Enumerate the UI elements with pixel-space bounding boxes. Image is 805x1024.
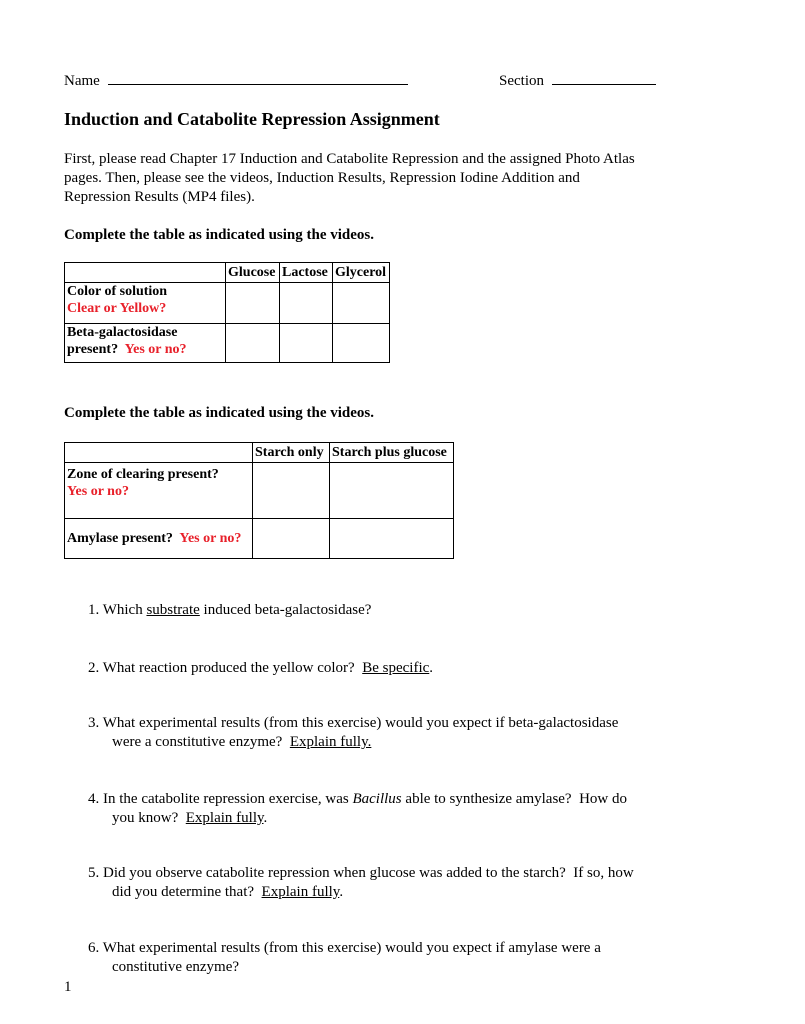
column-header: Glucose [226,263,280,283]
question-text: What experimental results (from this exercise) would you expect if amylase were a [102,940,601,956]
question-text: What reaction produced the yellow color? [102,660,363,676]
question-4 [88,790,627,828]
row-header [65,519,253,559]
question-text: . [429,660,434,676]
answer-cell[interactable] [253,519,330,559]
name-blank[interactable] [108,83,408,85]
question-text: constitutive enzyme? [112,959,240,975]
row-header [65,324,226,363]
question-6 [88,939,601,977]
repression-table [64,442,454,559]
intro-line: pages. Then, please see the videos, Induction Results, Repression Iodine Addition and [64,170,580,186]
answer-cell[interactable] [330,519,454,559]
question-number: 2. [88,660,100,676]
column-header: Starch only [253,443,330,463]
intro-line: Repression Results (MP4 files). [64,189,255,205]
table1-instruction: Complete the table as indicated using the videos. [64,227,375,243]
question-text: induced beta-galactosidase? [199,602,372,618]
organism-name: Bacillus [352,791,402,807]
question-text: What experimental results (from this exercise) would you expect if beta-galactosidase [102,715,619,731]
column-header: Lactose [280,263,333,283]
question-2 [88,659,433,678]
corner-cell [65,443,253,463]
question-emphasis: Be specific [362,660,430,676]
row-label: Zone of clearing present? [67,467,219,482]
question-text: Which [102,602,147,618]
answer-cell[interactable] [280,324,333,363]
row-header [65,283,226,324]
intro-paragraph [64,150,764,207]
page-number: 1 [64,979,72,995]
question-number: 3. [88,715,100,731]
question-emphasis: Explain fully. [289,734,372,750]
question-text: In the catabolite repression exercise, was [103,791,353,807]
answer-cell[interactable] [333,283,390,324]
question-emphasis: Explain fully [185,810,264,826]
question-number: 4. [88,791,100,807]
row-label: present? [67,342,119,357]
intro-line: First, please read Chapter 17 Induction and Catabolite Repression and the assigned Photo Atlas [64,151,635,167]
question-text: . [339,884,344,900]
answer-cell[interactable] [226,283,280,324]
section-field[interactable] [499,72,656,91]
question-text: were a constitutive enzyme? [112,734,290,750]
question-number: 6. [88,940,100,956]
table2-instruction: Complete the table as indicated using the videos. [64,405,375,421]
question-text: . [263,810,268,826]
answer-cell[interactable] [333,324,390,363]
answer-cell[interactable] [330,463,454,519]
row-label: Amylase present? [67,531,173,546]
row-header [65,463,253,519]
question-text: did you determine that? [112,884,262,900]
question-text: able to synthesize amylase? How do [401,791,628,807]
row-prompt: Yes or no? [179,531,242,546]
corner-cell [65,263,226,283]
page-title: Induction and Catabolite Repression Assignment [64,109,440,129]
induction-table [64,262,390,363]
answer-cell[interactable] [253,463,330,519]
question-3 [88,714,618,752]
answer-cell[interactable] [280,283,333,324]
row-prompt: Clear or Yellow? [67,301,167,316]
row-prompt: Yes or no? [67,484,129,499]
section-blank[interactable] [552,83,656,85]
question-emphasis: substrate [146,602,200,618]
question-1 [88,601,371,620]
question-number: 5. [88,865,100,881]
question-number: 1. [88,602,100,618]
question-text: Did you observe catabolite repression when glucose was added to the starch? If so, how [103,865,634,881]
question-5 [88,864,634,902]
row-label: Color of solution [67,284,168,299]
question-emphasis: Explain fully [261,884,340,900]
answer-cell[interactable] [226,324,280,363]
name-field[interactable] [64,72,408,91]
row-prompt: Yes or no? [124,342,187,357]
column-header: Glycerol [333,263,390,283]
question-text: you know? [112,810,186,826]
section-label: Section [499,73,544,89]
column-header: Starch plus glucose [330,443,454,463]
name-label: Name [64,73,100,89]
row-label: Beta-galactosidase [67,325,178,340]
